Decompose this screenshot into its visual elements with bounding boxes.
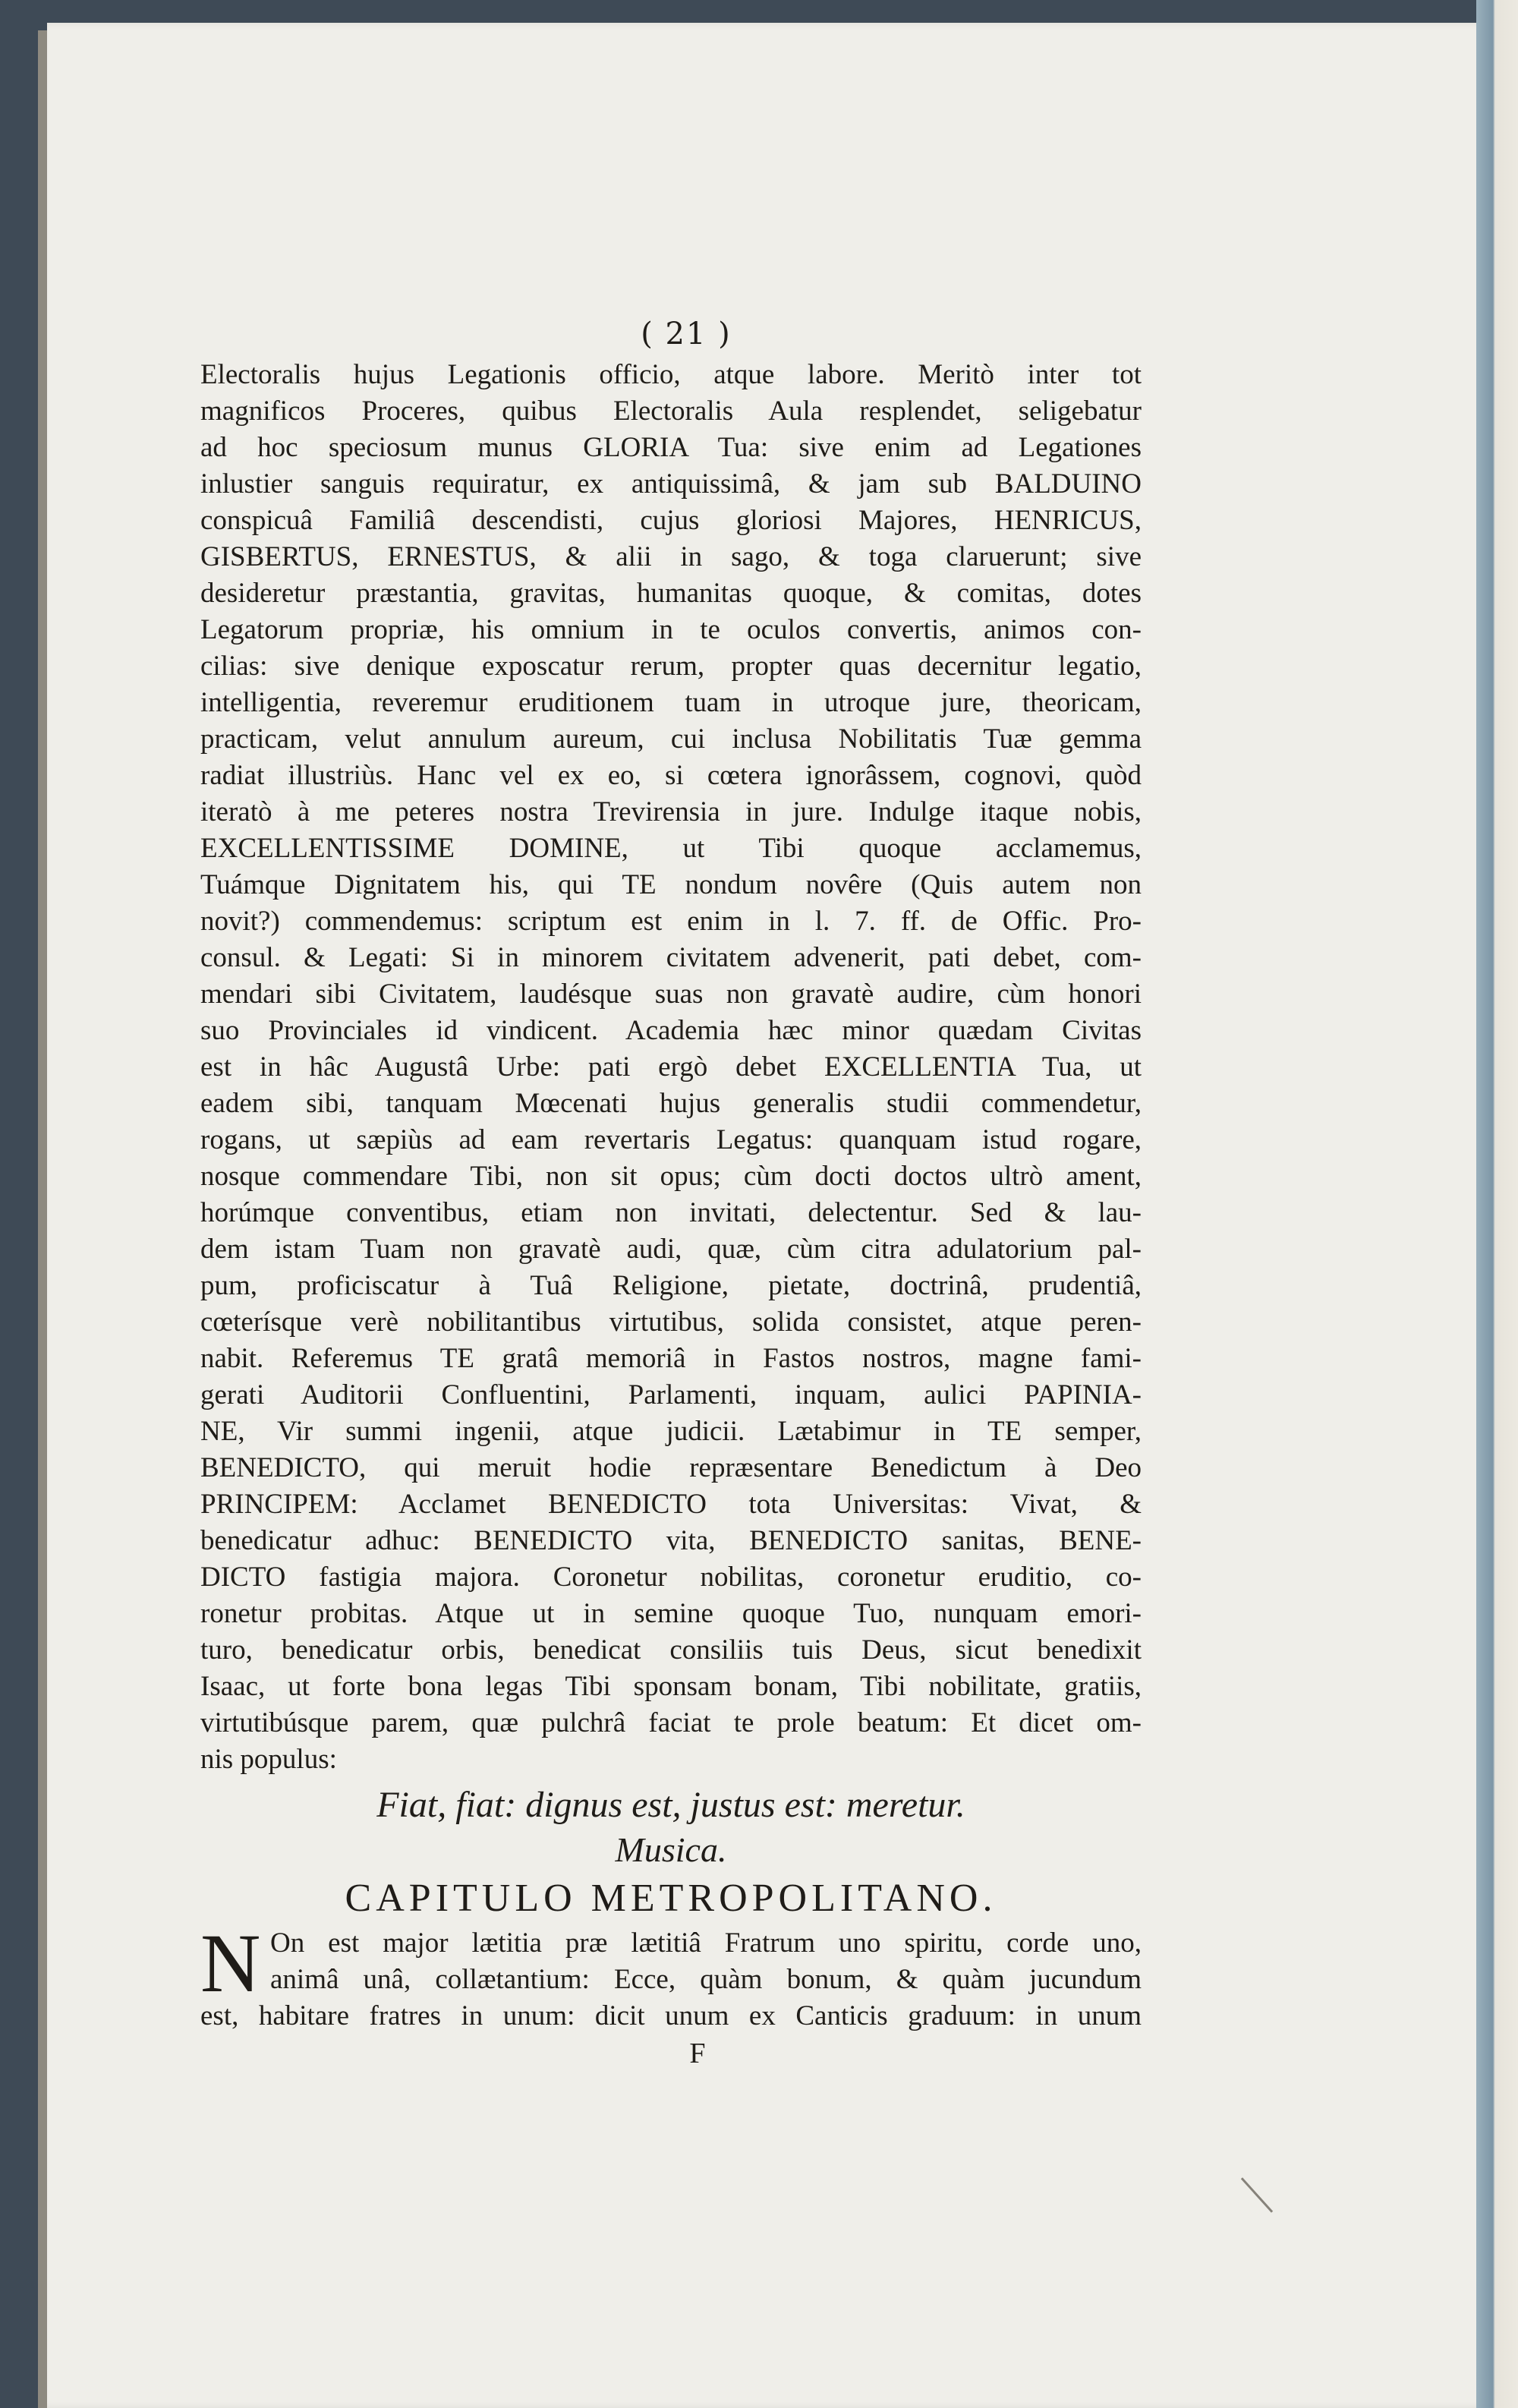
text-line: ronetur probitas. Atque ut in semine quoque Tuo, nunquam emori- — [200, 1598, 1142, 1629]
text-line: suo Provinciales id vindicent. Academia hæc minor quædam Civitas — [200, 1015, 1142, 1046]
text-line: horúmque conventibus, etiam non invitati, delectentur. Sed & lau- — [200, 1197, 1142, 1228]
text-line: cœterísque verè nobilitantibus virtutibus, solida consistet, atque peren- — [200, 1306, 1142, 1338]
text-line: consul. & Legati: Si in minorem civitatem advenerit, pati debet, com- — [200, 942, 1142, 973]
text-line: inlustier sanguis requiratur, ex antiquissimâ, & jam sub BALDUINO — [200, 468, 1142, 500]
text-line: turo, benedicatur orbis, benedicat consiliis tuis Deus, sicut benedixit — [200, 1634, 1142, 1666]
text-line: On est major lætitia præ lætitiâ Fratrum uno spiritu, corde uno, — [270, 1927, 1142, 1959]
text-line: radiat illustriùs. Hanc vel ex eo, si cœtera ignorâssem, cognovi, quòd — [200, 760, 1142, 791]
text-line: Tuámque Dignitatem his, qui TE nondum novêre (Quis autem non — [200, 869, 1142, 900]
text-line: est, habitare fratres in unum: dicit unum ex Canticis graduum: in unum — [200, 2000, 1142, 2031]
section-heading: CAPITULO METROPOLITANO. — [345, 1877, 997, 1920]
text-line: est in hâc Augustâ Urbe: pati ergò debet EXCELLENTIA Tua, ut — [200, 1051, 1142, 1083]
text-line: pum, proficiscatur à Tuâ Religione, pietate, doctrinâ, prudentiâ, — [200, 1270, 1142, 1301]
text-line: cilias: sive denique exposcatur rerum, propter quas decernitur legatio, — [200, 651, 1142, 682]
main-paragraph — [200, 357, 1142, 1778]
text-line: nis populus: — [200, 1744, 337, 1775]
text-line: magnificos Proceres, quibus Electoralis Aula resplendet, seligebatur — [200, 396, 1142, 427]
text-line: intelligentia, reveremur eruditionem tuam in utroque jure, theoricam, — [200, 687, 1142, 718]
text-line: nosque commendare Tibi, non sit opus; cùm docti doctos ultrò ament, — [200, 1161, 1142, 1192]
text-line: benedicatur adhuc: BENEDICTO vita, BENEDICTO sanitas, BENE- — [200, 1525, 1142, 1556]
text-line: Isaac, ut forte bona legas Tibi sponsam bonam, Tibi nobilitate, gratiis, — [200, 1671, 1142, 1702]
musica-label: Musica. — [615, 1830, 727, 1869]
text-line: iteratò à me peteres nostra Trevirensia in jure. Indulge itaque nobis, — [200, 796, 1142, 827]
text-block — [200, 311, 1142, 2072]
book-edge — [1476, 0, 1518, 2408]
text-line: novit?) commendemus: scriptum est enim in l. 7. ff. de Offic. Pro- — [200, 906, 1142, 937]
text-line: gerati Auditorii Confluentini, Parlamenti, inquam, aulici PAPINIA- — [200, 1379, 1142, 1410]
text-line: practicam, velut annulum aureum, cui inclusa Nobilitatis Tuæ gemma — [200, 723, 1142, 755]
text-line: mendari sibi Civitatem, laudésque suas non gravatè audire, cùm honori — [200, 979, 1142, 1010]
text-line: ad hoc speciosum munus GLORIA Tua: sive enim ad Legationes — [200, 432, 1142, 463]
text-line: DICTO fastigia majora. Coronetur nobilitas, coronetur eruditio, co- — [200, 1562, 1142, 1593]
second-paragraph — [200, 1917, 1142, 2035]
signature-mark: F — [689, 2038, 706, 2069]
text-line: Electoralis hujus Legationis officio, atque labore. Meritò inter tot — [200, 359, 1142, 390]
text-line: Legatorum propriæ, his omnium in te oculos convertis, animos con- — [200, 614, 1142, 645]
text-line: BENEDICTO, qui meruit hodie repræsentare Benedictum à Deo — [200, 1452, 1142, 1483]
text-line: animâ unâ, collætantium: Ecce, quàm bonum, & quàm jucundum — [270, 1964, 1142, 1995]
text-line: eadem sibi, tanquam Mœcenati hujus generalis studii commendetur, — [200, 1088, 1142, 1119]
text-line: PRINCIPEM: Acclamet BENEDICTO tota Universitas: Vivat, & — [200, 1489, 1142, 1520]
text-line: dem istam Tuam non gravatè audi, quæ, cùm citra adulatorium pal- — [200, 1234, 1142, 1265]
page-number: ( 21 ) — [641, 317, 732, 351]
text-line: conspicuâ Familiâ descendisti, cujus gloriosi Majores, HENRICUS, — [200, 505, 1142, 536]
text-line: EXCELLENTISSIME DOMINE, ut Tibi quoque acclamemus, — [200, 833, 1142, 864]
text-line: GISBERTUS, ERNESTUS, & alii in sago, & toga claruerunt; sive — [200, 541, 1142, 572]
text-line: NE, Vir summi ingenii, atque judicii. Lætabimur in TE semper, — [200, 1416, 1142, 1447]
text-line: nabit. Referemus TE gratâ memoriâ in Fastos nostros, magne fami- — [200, 1343, 1142, 1374]
text-line: desideretur præstantia, gravitas, humanitas quoque, & comitas, dotes — [200, 578, 1142, 609]
drop-cap: N — [200, 1917, 261, 2009]
text-line: virtutibúsque parem, quæ pulchrâ faciat te prole beatum: Et dicet om- — [200, 1707, 1142, 1738]
acclamation: Fiat, fiat: dignus est, justus est: meretur. — [376, 1785, 965, 1825]
text-line: rogans, ut sæpiùs ad eam revertaris Legatus: quanquam istud rogare, — [200, 1124, 1142, 1155]
